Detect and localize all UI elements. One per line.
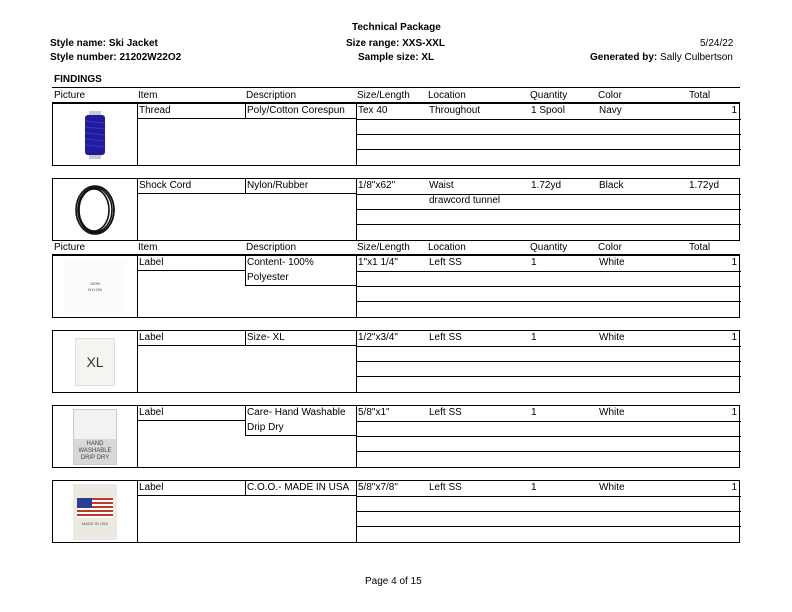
finding-row-coo-label bbox=[52, 480, 740, 543]
page-title: Technical Package bbox=[352, 22, 441, 33]
section-divider bbox=[52, 87, 740, 88]
total-cell: 1 bbox=[731, 407, 737, 418]
quantity-cell: 1 Spool bbox=[531, 105, 565, 116]
location-cell: drawcord tunnel bbox=[429, 195, 501, 206]
picture-cell bbox=[53, 481, 138, 542]
row-divider bbox=[245, 435, 356, 436]
col-picture: Picture bbox=[54, 90, 86, 101]
column-divider bbox=[137, 406, 138, 420]
row-divider bbox=[356, 496, 741, 497]
column-header-row bbox=[52, 90, 740, 103]
care-label-text: HAND bbox=[86, 440, 104, 447]
col-quantity: Quantity bbox=[530, 90, 568, 101]
size-cell: 1/8"x62" bbox=[358, 180, 396, 191]
row-divider bbox=[137, 420, 245, 421]
total-cell: 1.72yd bbox=[689, 180, 720, 191]
row-divider bbox=[356, 134, 741, 135]
finding-row-size-label bbox=[52, 330, 740, 393]
row-divider bbox=[356, 346, 741, 347]
style-number-label: Style number: bbox=[50, 52, 117, 63]
page-number: Page 4 of 15 bbox=[365, 576, 422, 587]
picture-cell bbox=[53, 104, 138, 165]
size-cell: 5/8"x7/8" bbox=[358, 482, 398, 493]
content-label-text: 100% bbox=[89, 280, 101, 286]
sample-size-label: Sample size: bbox=[358, 52, 419, 63]
item-cell: Label bbox=[139, 332, 164, 343]
care-label-band bbox=[74, 439, 116, 464]
size-range-label: Size range: bbox=[346, 38, 400, 49]
sample-size-value: XL bbox=[421, 52, 435, 63]
row-divider bbox=[356, 301, 741, 302]
generated-by-label: Generated by: bbox=[590, 52, 658, 63]
row-divider bbox=[356, 271, 741, 272]
size-cell: 5/8"x1" bbox=[358, 407, 390, 418]
col-quantity: Quantity bbox=[530, 242, 568, 253]
generated-by-value: Sally Culbertson bbox=[660, 52, 733, 63]
col-size: Size/Length bbox=[357, 90, 410, 101]
col-picture: Picture bbox=[54, 242, 86, 253]
column-divider bbox=[245, 256, 246, 285]
col-color: Color bbox=[598, 242, 622, 253]
col-location: Location bbox=[428, 90, 466, 101]
column-header-row bbox=[52, 242, 740, 255]
picture-cell bbox=[53, 256, 138, 317]
location-cell: Waist bbox=[429, 180, 454, 191]
row-divider bbox=[137, 270, 245, 271]
row-divider bbox=[356, 286, 741, 287]
row-divider bbox=[356, 119, 741, 120]
total-cell: 1 bbox=[731, 257, 737, 268]
column-divider bbox=[137, 481, 138, 495]
picture-cell bbox=[53, 406, 138, 467]
care-label-text: WASHABLE bbox=[78, 447, 112, 454]
col-color: Color bbox=[598, 90, 622, 101]
location-cell: Left SS bbox=[429, 257, 462, 268]
col-item: Item bbox=[138, 90, 158, 101]
finding-row-care-label bbox=[52, 405, 740, 468]
color-cell: Navy bbox=[599, 105, 622, 116]
color-cell: White bbox=[599, 482, 625, 493]
row-divider bbox=[356, 421, 741, 422]
content-label-icon bbox=[65, 261, 125, 313]
col-description: Description bbox=[246, 90, 297, 101]
size-cell: 1"x1 1/4" bbox=[358, 257, 398, 268]
col-total: Total bbox=[689, 90, 711, 101]
quantity-cell: 1 bbox=[531, 482, 537, 493]
sample-size bbox=[358, 52, 434, 63]
style-name-value: Ski Jacket bbox=[108, 38, 158, 49]
color-cell: White bbox=[599, 257, 625, 268]
style-number-value: 21202W22O2 bbox=[119, 52, 182, 63]
section-title: FINDINGS bbox=[54, 74, 102, 85]
column-divider bbox=[245, 406, 246, 435]
coo-label-text: MADE IN USA bbox=[81, 520, 108, 526]
row-divider bbox=[356, 451, 741, 452]
col-item: Item bbox=[138, 242, 158, 253]
column-divider bbox=[137, 104, 138, 118]
generated-by bbox=[590, 52, 733, 63]
description-cell: Care- Hand Washable bbox=[247, 407, 346, 418]
date: 5/24/22 bbox=[700, 38, 734, 49]
care-label-text: DRIP DRY bbox=[80, 454, 110, 461]
row-divider bbox=[137, 345, 356, 346]
total-cell: 1 bbox=[731, 332, 737, 343]
col-description: Description bbox=[246, 242, 297, 253]
col-total: Total bbox=[689, 242, 711, 253]
row-divider bbox=[356, 194, 741, 195]
row-divider bbox=[356, 224, 741, 225]
column-divider bbox=[245, 104, 246, 118]
row-divider bbox=[137, 118, 356, 119]
size-cell: Tex 40 bbox=[358, 105, 388, 116]
color-cell: White bbox=[599, 407, 625, 418]
location-cell: Left SS bbox=[429, 332, 462, 343]
column-divider bbox=[245, 179, 246, 193]
size-label-text: XL bbox=[86, 353, 104, 370]
quantity-cell: 1 bbox=[531, 257, 537, 268]
size-range bbox=[346, 38, 445, 49]
description-cell: Nylon/Rubber bbox=[247, 180, 309, 191]
usa-flag-label-icon bbox=[73, 484, 117, 540]
color-cell: Black bbox=[599, 180, 624, 191]
row-divider bbox=[356, 511, 741, 512]
item-cell: Label bbox=[139, 407, 164, 418]
column-divider bbox=[137, 179, 138, 193]
total-cell: 1 bbox=[731, 482, 737, 493]
shock-cord-icon bbox=[71, 183, 119, 237]
picture-cell bbox=[53, 331, 138, 392]
style-name-label: Style name: bbox=[50, 38, 107, 49]
description-cell: Drip Dry bbox=[247, 422, 284, 433]
content-label-text: NYLON bbox=[88, 286, 102, 292]
finding-row-content-label bbox=[52, 255, 740, 318]
size-label-icon bbox=[75, 338, 115, 386]
total-cell: 1 bbox=[731, 105, 737, 116]
col-location: Location bbox=[428, 242, 466, 253]
row-divider bbox=[137, 193, 356, 194]
finding-row-thread bbox=[52, 103, 740, 166]
column-divider bbox=[137, 331, 138, 345]
row-divider bbox=[245, 285, 356, 286]
row-divider bbox=[137, 495, 356, 496]
description-cell: Poly/Cotton Corespun bbox=[247, 105, 345, 116]
item-cell: Thread bbox=[139, 105, 171, 116]
row-divider bbox=[356, 361, 741, 362]
column-divider bbox=[137, 256, 138, 270]
item-cell: Label bbox=[139, 482, 164, 493]
description-cell: Polyester bbox=[247, 272, 289, 283]
row-divider bbox=[356, 436, 741, 437]
description-cell: C.O.O.- MADE IN USA bbox=[247, 482, 350, 493]
description-cell: Content- 100% bbox=[247, 257, 314, 268]
thread-spool-icon bbox=[80, 109, 110, 161]
row-divider bbox=[356, 209, 741, 210]
item-cell: Label bbox=[139, 257, 164, 268]
care-label-icon bbox=[73, 409, 117, 465]
row-divider bbox=[356, 149, 741, 150]
item-cell: Shock Cord bbox=[139, 180, 192, 191]
picture-cell bbox=[53, 179, 138, 240]
quantity-cell: 1.72yd bbox=[531, 180, 562, 191]
row-divider bbox=[356, 376, 741, 377]
column-divider bbox=[245, 331, 246, 345]
finding-row-shock-cord bbox=[52, 178, 740, 241]
location-cell: Throughout bbox=[429, 105, 481, 116]
usa-flag-icon bbox=[77, 498, 113, 518]
quantity-cell: 1 bbox=[531, 407, 537, 418]
style-number bbox=[50, 52, 181, 63]
description-cell: Size- XL bbox=[247, 332, 285, 343]
column-divider bbox=[245, 481, 246, 495]
quantity-cell: 1 bbox=[531, 332, 537, 343]
col-size: Size/Length bbox=[357, 242, 410, 253]
size-cell: 1/2"x3/4" bbox=[358, 332, 398, 343]
style-name bbox=[50, 38, 158, 49]
color-cell: White bbox=[599, 332, 625, 343]
location-cell: Left SS bbox=[429, 482, 462, 493]
location-cell: Left SS bbox=[429, 407, 462, 418]
row-divider bbox=[356, 526, 741, 527]
size-range-value: XXS-XXL bbox=[402, 38, 445, 49]
